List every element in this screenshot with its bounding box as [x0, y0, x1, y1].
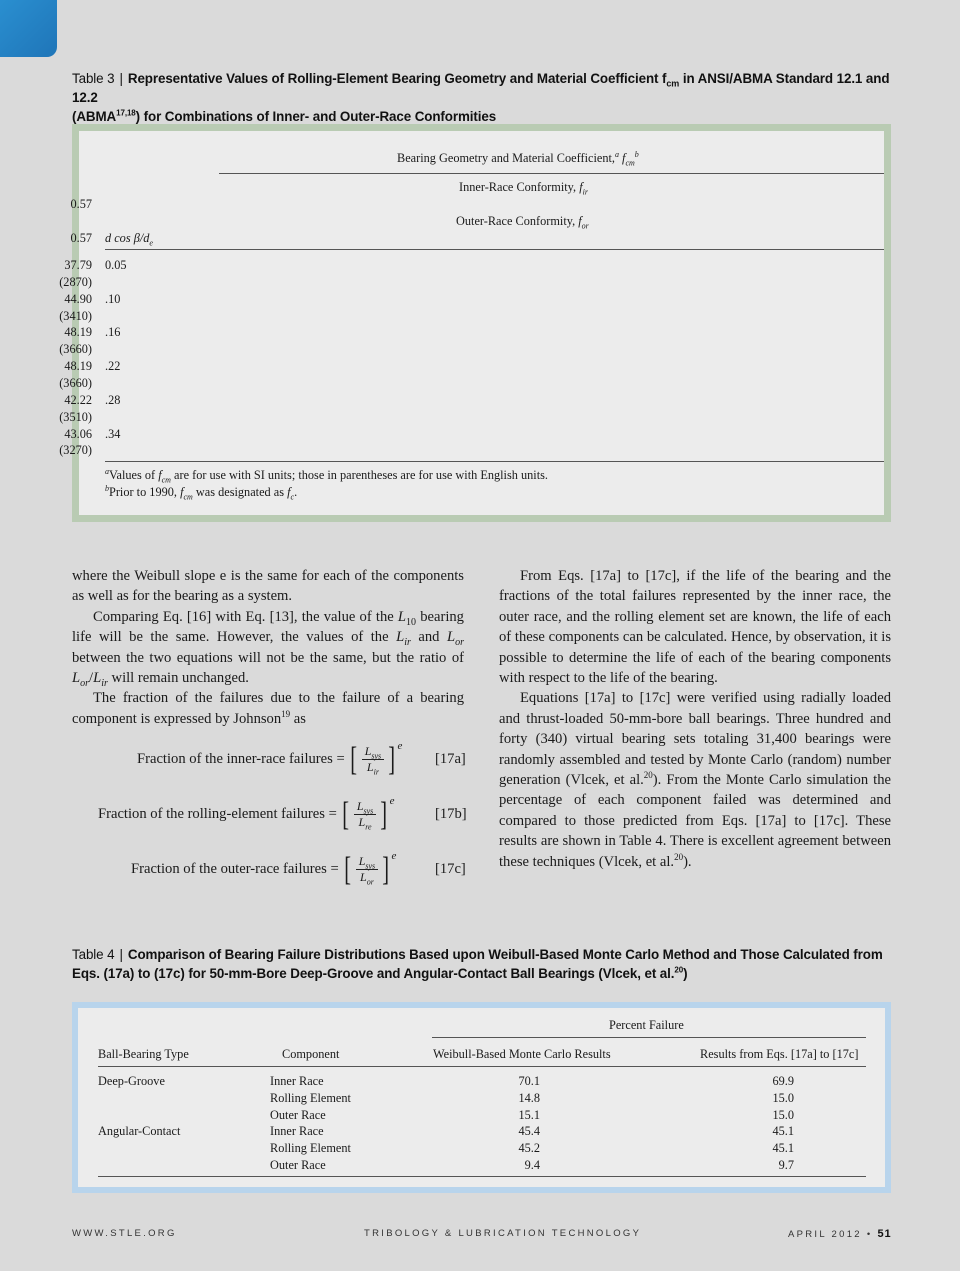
table3-cell-en: (2870): [59, 274, 92, 289]
table4-row-eq: 45.1: [772, 1141, 794, 1156]
table4-row-type: Deep-Groove: [98, 1074, 165, 1088]
table4-row-eq: 69.9: [772, 1074, 794, 1088]
table3-cell-en: (3410): [59, 308, 92, 323]
table4-rule-header: [98, 1066, 866, 1067]
table3-cell-si: 37.79: [64, 258, 92, 272]
table3-row-label: d $\cos \beta/d_e$: [105, 231, 153, 248]
table4-row-mc: 45.2: [518, 1141, 540, 1156]
table3-inner-conformity: 0.57: [70, 197, 92, 211]
body-left-column: [72, 566, 464, 729]
table3-box: [59, 124, 891, 522]
table3-caption-label: Table 3: [72, 71, 115, 86]
table4-row-eq: 15.0: [772, 1090, 794, 1105]
table4-row-mc: 14.8: [518, 1090, 540, 1105]
table4-row-component: Inner Race: [270, 1074, 324, 1088]
table4-row-mc: 9.4: [524, 1158, 540, 1172]
table4-rule-bottom: [98, 1176, 866, 1177]
table4-row-mc: 45.4: [518, 1124, 540, 1139]
table3-row-d: .10: [105, 291, 121, 306]
table3-caption-sup: 17,18: [116, 108, 136, 118]
equation-17b-tag: [17b]: [435, 806, 467, 822]
table3-cell-si: 43.06: [64, 426, 92, 441]
table4-caption: Table 4 | Comparison of Bearing Failure Distributions Based upon Weibull-Based Monte Carlo Method and Those Calculated from Eqs. (17a) to (17c) for 50-mm-Bore Deep-Groove and Angular-Contact Ball Bearings (Vlcek, et al.$^{20}$): [72, 947, 883, 981]
table3-row-d: .16: [105, 325, 121, 340]
equation-17c-tag: [17c]: [435, 861, 466, 877]
table3-footnote-b: $^b$Prior to 1990, $f_{cm}$ was designated as $f_c$.: [105, 483, 298, 502]
table4-row-mc: 15.1: [518, 1107, 540, 1122]
equation-17b: Fraction of the rolling-element failures = [ $\frac{L_{sys}}{L_{re}}$ ] $^e$: [98, 795, 395, 833]
table4-col-equations: Results from Eqs. [17a] to [17c]: [700, 1047, 859, 1061]
table4-row-eq: 45.1: [772, 1124, 794, 1139]
body-right-column: [499, 566, 891, 872]
table4-caption-title: Comparison of Bearing Failure Distributions Based upon Weibull-Based Monte Carlo Method and Those Calculated from Eqs. (17a) to (17c) for 50-mm-Bore Deep-Groove and Angular-Contact Ball Bearings (Vlcek, et al.: [72, 947, 883, 981]
table4-box: [72, 1002, 891, 1193]
table4-col-monte-carlo: Weibull-Based Monte Carlo Results: [433, 1047, 611, 1061]
table3-row-d: .22: [105, 359, 121, 374]
equation-17a: Fraction of the inner-race failures = [ $\frac{L_{sys}}{L_{ir}}$ ] $^e$: [137, 740, 403, 778]
table3-cell-si: 48.19: [64, 325, 92, 340]
table4-rule-top: [432, 1037, 866, 1038]
table4-row-component: Inner Race: [270, 1124, 324, 1139]
table4-row-eq: 15.0: [772, 1107, 794, 1122]
table4-row-component: Outer Race: [270, 1107, 326, 1122]
table4-row-type: Angular-Contact: [98, 1124, 181, 1139]
table4-row-mc: 70.1: [518, 1074, 540, 1088]
table3-cell-si: 42.22: [64, 392, 92, 407]
table3-caption-line2b: ) for Combinations of Inner- and Outer-Race Conformities: [135, 109, 497, 124]
table4-row-component: Rolling Element: [270, 1090, 351, 1105]
table3-caption-line2a: (ABMA: [72, 109, 117, 124]
right-paragraph-1: From Eqs. [17a] to [17c], if the life of the bearing and the fractions of the total failures represented by the inner race, the outer race, and the rolling element set are known, the life of each of these components can be calculated. Hence, by observation, it is possible to determine the life of each of the bearing components with respect to the life of the bearing.: [499, 568, 891, 687]
table3-cell-en: (3510): [59, 409, 92, 424]
table4-col-type: Ball-Bearing Type: [98, 1047, 189, 1061]
left-paragraph-1: where the Weibull slope e is the same for each of the components as well as for the bearing as a system.: [72, 568, 464, 605]
table3-outer-conformity: 0.57: [70, 231, 92, 245]
table3-caption-title: Representative Values of Rolling-Element Bearing Geometry and Material Coefficient f: [127, 71, 667, 86]
table4-row-component: Rolling Element: [270, 1141, 351, 1156]
table3-outer-label: Outer-Race Conformity, $f_{or}$: [456, 214, 589, 231]
table4-caption-label: Table 4: [72, 947, 115, 962]
left-paragraph-2: Comparing Eq. [16] with Eq. [13], the value of the $L_{10}$ bearing life will be the same. However, the values of the $L_{ir}$ and $L_{or}$ between the two equations will not be the same, but the ratio of $L_{or}/L_{ir}$ will remain unchanged.: [72, 608, 464, 689]
corner-tab-decoration: [0, 0, 57, 57]
equation-17c: Fraction of the outer-race failures = [ $\frac{L_{sys}}{L_{or}}$ ] $^e$: [131, 850, 397, 888]
table3-cell-en: (3270): [59, 443, 92, 458]
table3-rule-top: [219, 173, 884, 174]
footer-issue-page: APRIL 2012 • 51: [788, 1228, 892, 1240]
footer-magazine: TRIBOLOGY & LUBRICATION TECHNOLOGY: [364, 1228, 642, 1239]
table3-cell-si: 48.19: [64, 359, 92, 374]
table3-footnote-a: $^a$Values of $f_{cm}$ are for use with SI units; those in parentheses are for use with English units.: [105, 466, 548, 485]
table4-caption-sup: 20: [674, 965, 684, 975]
table3-row-d: 0.05: [105, 258, 127, 272]
table3-caption-title-cont: in ANSI/ABMA Standard 12.1 and 12.2: [72, 71, 890, 105]
table3-rule-bottom: [105, 461, 884, 462]
table3-inner-label: Inner-Race Conformity, $f_{ir}$: [459, 180, 588, 197]
table3-row-d: .34: [105, 426, 121, 441]
table4-col-component: Component: [282, 1047, 340, 1061]
table4-row-eq: 9.7: [778, 1158, 794, 1172]
right-paragraph-2: Equations [17a] to [17c] were verified using radially loaded and thrust-loaded 50-mm-bore ball bearings. Three hundred and forty (340) virtual bearing sets totaling 31,400 bearings were randomly assembled and tested by Monte Carlo (random) number generation (Vlcek, et al.$^{20}$). From the Monte Carlo simulation the percentage of each component failed was determined and compared to those predicted from Eqs. [17a] to [17c]. These results are shown in Table 4. There is excellent agreement between these techniques (Vlcek, et al.$^{20}$).: [499, 690, 891, 870]
footer-site: WWW.STLE.ORG: [72, 1228, 177, 1239]
table3-cell-en: (3660): [59, 342, 92, 357]
table3-caption: Table 3 | Representative Values of Rolling-Element Bearing Geometry and Material Coefficient $f_{cm}$ in ANSI/ABMA Standard 12.1 and 12.2 (ABMA$^{17,18}$) for Combinations of Inner- and Outer-Race Conformities: [72, 71, 890, 124]
equation-17a-tag: [17a]: [435, 751, 466, 767]
table3-super-header: Bearing Geometry and Material Coefficient,$^a$ $f_{cm}^b$: [397, 149, 639, 168]
table3-row-d: .28: [105, 392, 121, 407]
table4-super-header: Percent Failure: [609, 1018, 684, 1032]
left-paragraph-3: The fraction of the failures due to the failure of a bearing component is expressed by Johnson$^{19}$ as: [72, 690, 464, 727]
table4-caption-end: ): [683, 966, 688, 981]
table3-caption-sub: cm: [666, 78, 680, 89]
table3-cell-en: (3660): [59, 375, 92, 390]
table4-row-component: Outer Race: [270, 1158, 326, 1172]
table3-rule-header: [105, 249, 884, 250]
table3-cell-si: 44.90: [64, 291, 92, 306]
